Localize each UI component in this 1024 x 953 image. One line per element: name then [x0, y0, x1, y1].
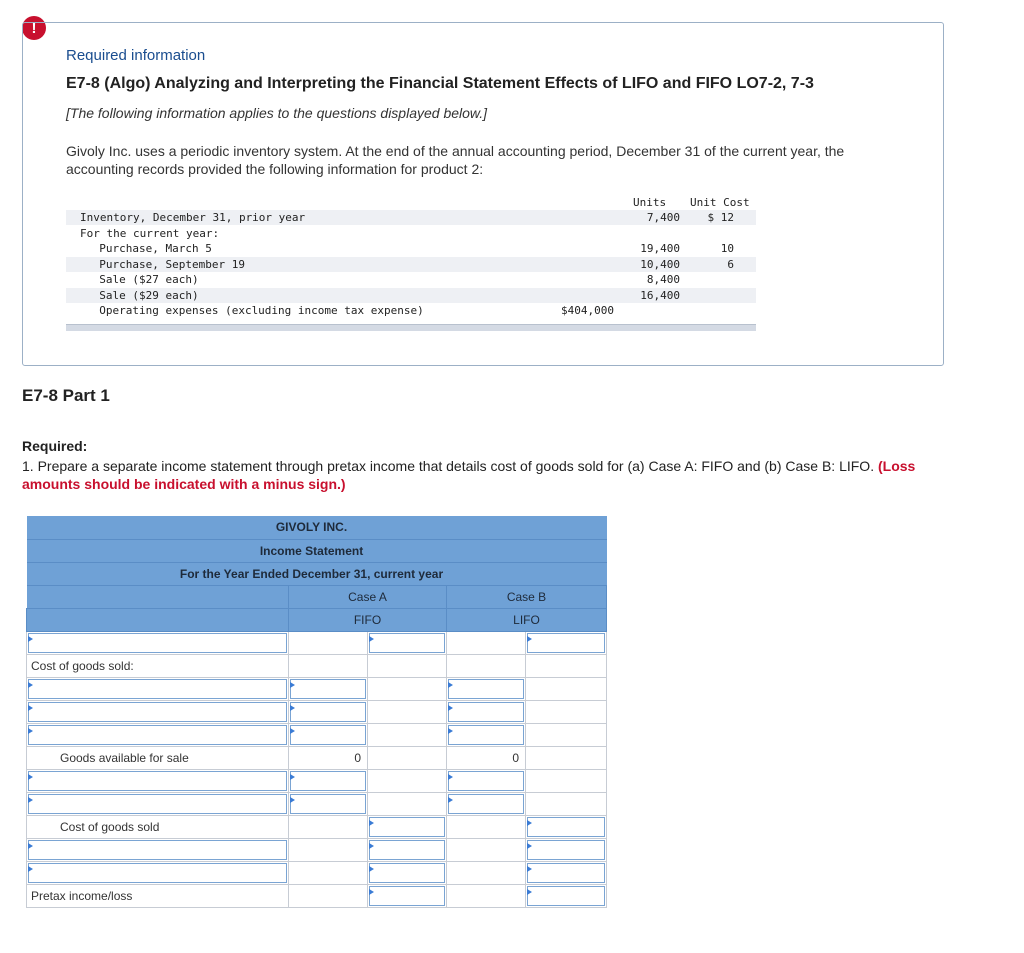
- lifo-amount-input[interactable]: [527, 863, 605, 883]
- goods-available-lifo: 0: [447, 746, 526, 769]
- data-row-cost: 10: [720, 242, 734, 255]
- case-header-row: [27, 585, 607, 608]
- table-row: [27, 838, 607, 861]
- required-instruction: 1. Prepare a separate income statement through pretax income that details cost of goods sold for (a) Case A: FIFO and (b) Case B: LIFO.: [22, 458, 875, 474]
- goods-available-label: Goods available for sale: [27, 746, 289, 769]
- income-statement-table: [26, 516, 606, 908]
- data-row-units: 19,400: [640, 242, 680, 255]
- required-warning: (Loss amounts should be indicated with a minus sign.): [22, 458, 916, 492]
- label-input[interactable]: [28, 794, 287, 814]
- lifo-amount-input[interactable]: [527, 817, 605, 837]
- lifo-amount-input[interactable]: [527, 840, 605, 860]
- table-row: [27, 654, 607, 677]
- pretax-label: Pretax income/loss: [27, 884, 289, 907]
- table-row: [27, 792, 607, 815]
- lifo-detail-input[interactable]: [448, 794, 524, 814]
- fifo-detail-input[interactable]: [290, 725, 366, 745]
- table-row: [27, 677, 607, 700]
- statement-period: For the Year Ended December 31, current year: [179, 566, 444, 581]
- lifo-detail-input[interactable]: [448, 702, 524, 722]
- table-row: [27, 700, 607, 723]
- fifo-amount-input[interactable]: [369, 840, 445, 860]
- table-row: [27, 631, 607, 654]
- label-input[interactable]: [28, 679, 287, 699]
- lifo-amount-input[interactable]: [527, 633, 605, 653]
- data-row-label: Purchase, September 19: [86, 258, 245, 271]
- cogs-label: Cost of goods sold: [27, 815, 289, 838]
- fifo-detail-input[interactable]: [290, 679, 366, 699]
- case-b-header: Case B: [447, 585, 607, 608]
- fifo-amount-input[interactable]: [369, 633, 445, 653]
- company-name: GIVOLY INC.: [275, 520, 348, 535]
- fifo-amount-input[interactable]: [369, 863, 445, 883]
- data-row-label: Operating expenses (excluding income tax expense): [86, 304, 424, 317]
- fifo-header: FIFO: [289, 608, 447, 631]
- fifo-pretax-input[interactable]: [369, 886, 445, 906]
- fifo-detail-input[interactable]: [290, 702, 366, 722]
- required-information-title: Required information: [66, 47, 206, 64]
- data-row-cost: 6: [727, 258, 734, 271]
- data-row: [66, 241, 756, 256]
- required-label: Required:: [22, 438, 88, 454]
- part-title: E7-8 Part 1: [22, 386, 110, 405]
- fifo-detail-input[interactable]: [290, 794, 366, 814]
- lifo-detail-input[interactable]: [448, 725, 524, 745]
- company-row: [27, 516, 607, 539]
- data-row-units: 16,400: [640, 289, 680, 302]
- table-row: [27, 815, 607, 838]
- data-row: [66, 257, 756, 272]
- data-row-amount: $404,000: [561, 304, 614, 317]
- data-row-units: 10,400: [640, 258, 680, 271]
- exercise-note: [The following information applies to the questions displayed below.]: [66, 105, 488, 121]
- data-row: [66, 226, 756, 241]
- lifo-detail-input[interactable]: [448, 679, 524, 699]
- product-data-table: [66, 195, 756, 335]
- lifo-header: LIFO: [447, 608, 607, 631]
- lifo-detail-input[interactable]: [448, 771, 524, 791]
- exercise-description: Givoly Inc. uses a periodic inventory system. At the end of the annual accounting period, December 31 of the current year, the accounting records provided the following information for product 2:: [66, 143, 845, 177]
- table-row: [27, 769, 607, 792]
- fifo-amount-input[interactable]: [369, 817, 445, 837]
- data-row-label: Sale ($29 each): [86, 289, 199, 302]
- method-header-row: [27, 608, 607, 631]
- label-input[interactable]: [28, 633, 287, 653]
- data-row-label: Purchase, March 5: [86, 242, 212, 255]
- units-header: Units: [633, 196, 667, 209]
- exercise-title: E7-8 (Algo) Analyzing and Interpreting the Financial Statement Effects of LIFO and FIFO LO7-2, 7-3: [66, 75, 814, 92]
- data-table-bottom-rule: [66, 324, 756, 331]
- data-row: [66, 288, 756, 303]
- data-row: [66, 210, 756, 225]
- required-text: [22, 457, 952, 493]
- goods-available-fifo: 0: [289, 746, 368, 769]
- label-input[interactable]: [28, 702, 287, 722]
- unit-cost-header: Unit Cost: [690, 196, 750, 209]
- data-row: [66, 272, 756, 287]
- data-row-label: Sale ($27 each): [86, 273, 199, 286]
- table-row: [27, 746, 607, 769]
- data-row-cost: $ 12: [707, 211, 734, 224]
- label-input[interactable]: [28, 725, 287, 745]
- fifo-detail-input[interactable]: [290, 771, 366, 791]
- data-row-units: 8,400: [646, 273, 680, 286]
- lifo-pretax-input[interactable]: [527, 886, 605, 906]
- alert-icon: !: [22, 16, 46, 40]
- cogs-section-label: Cost of goods sold:: [27, 654, 289, 677]
- statement-row: [27, 539, 607, 562]
- label-input[interactable]: [28, 840, 287, 860]
- data-row: [66, 303, 756, 318]
- case-a-header: Case A: [289, 585, 447, 608]
- data-row-label: For the current year:: [80, 227, 220, 240]
- period-row: [27, 562, 607, 585]
- data-row-label: Inventory, December 31, prior year: [80, 211, 306, 224]
- data-row-units: 7,400: [646, 211, 680, 224]
- table-row: [27, 861, 607, 884]
- data-table-header: [66, 195, 756, 210]
- table-row: [27, 884, 607, 907]
- label-input[interactable]: [28, 771, 287, 791]
- statement-name: Income Statement: [259, 543, 364, 558]
- label-input[interactable]: [28, 863, 287, 883]
- table-row: [27, 723, 607, 746]
